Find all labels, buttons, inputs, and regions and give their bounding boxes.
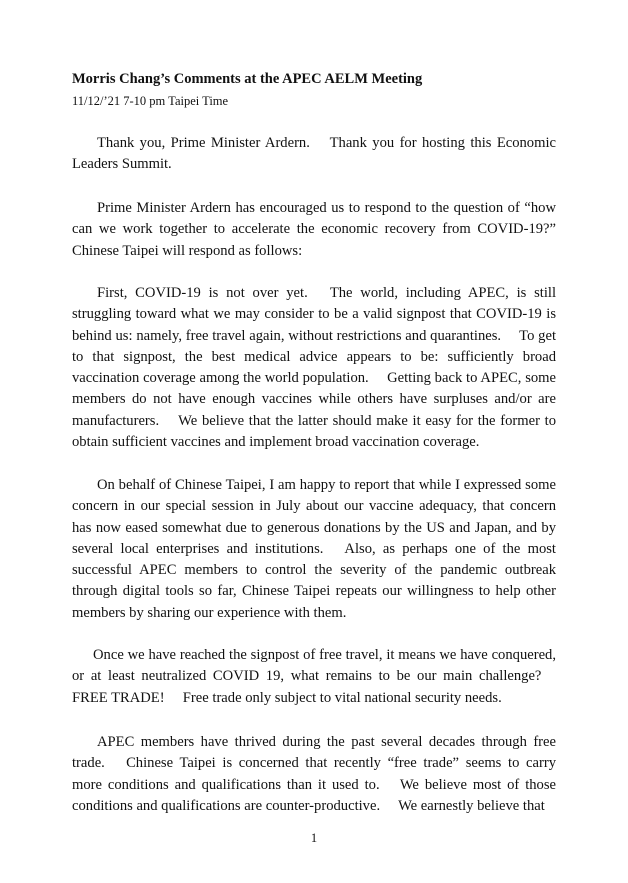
document-subtitle: 11/12/’21 7-10 pm Taipei Time <box>72 94 229 108</box>
paragraph-question: Prime Minister Ardern has encouraged us to respond to the question of “how can we work together to accelerate the economic recovery from COVID-19?” Chinese Taipei will respond as follows: <box>72 200 556 259</box>
paragraph-apec-members: APEC members have thrived during the past several decades through free trade. Chinese Taipei is concerned that recently “free trade” seems to carry more conditions and qualifications than it used to. We believe most of those conditions and qualifications are counter-productive. We earnestly believe that <box>72 734 556 814</box>
document-title: Morris Chang’s Comments at the APEC AELM Meeting <box>72 71 423 87</box>
paragraph-thanks: Thank you, Prime Minister Ardern. Thank you for hosting this Economic Leaders Summit. <box>72 135 556 173</box>
page-number: 1 <box>310 831 318 845</box>
paragraph-covid-not-over: First, COVID-19 is not over yet. The world, including APEC, is still struggling toward what we may consider to be a valid signpost that COVID-19 is behind us: namely, free travel again, without restrictions and quarantines. To get to that signpost, the best medical advice appears to be: sufficiently broad vaccination coverage among the world population. Getting back to APEC, some members do not have enough vaccines while others have surpluses and/or are manufacturers. We believe that the latter should make it easy for the former to obtain sufficient vaccines and implement broad vaccination coverage. <box>72 285 556 451</box>
paragraph-chinese-taipei-report: On behalf of Chinese Taipei, I am happy to report that while I expressed some concern in our special session in July about our vaccine adequacy, that concern has now eased somewhat due to generous donations by the US and Japan, and by several local enterprises and institutions. Also, as perhaps one of the most successful APEC members to control the severity of the pandemic outbreak through digital tools so far, Chinese Taipei repeats our willingness to help other members by sharing our experience with them. <box>72 477 556 621</box>
paragraph-free-trade: Once we have reached the signpost of free travel, it means we have conquered, or at least neutralized COVID 19, what remains to be our main challenge? FREE TRADE! Free trade only subject to vital national security needs. <box>72 647 556 706</box>
